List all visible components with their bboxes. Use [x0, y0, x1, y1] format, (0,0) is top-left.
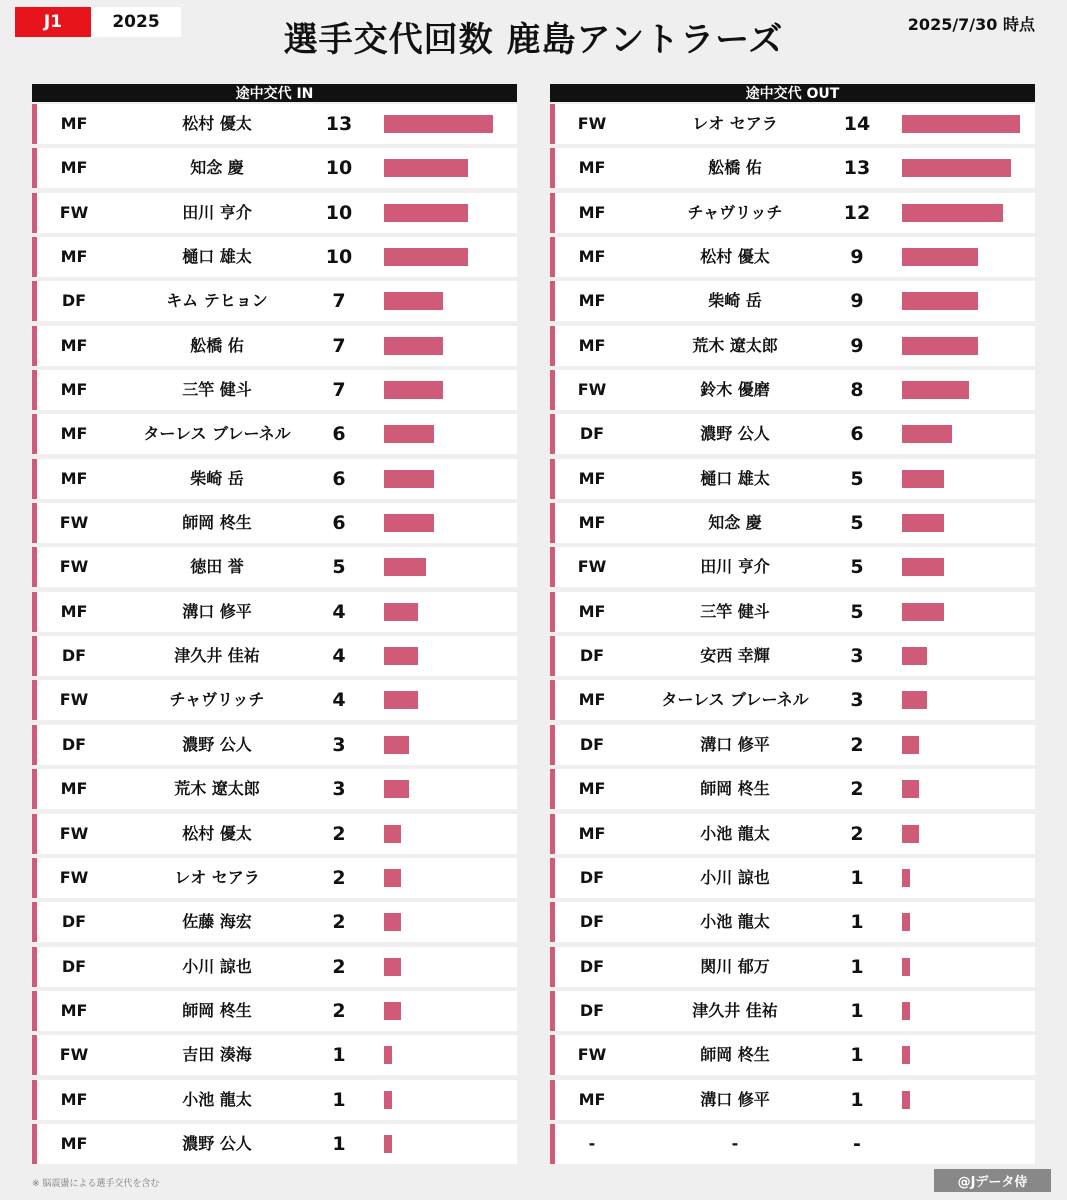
position-label: DF [579, 1000, 605, 1020]
position-label: DF [579, 734, 605, 754]
count-label: 1 [850, 999, 864, 1022]
table-row [550, 680, 1035, 720]
position-label: MF [60, 1089, 88, 1109]
player-name: 小川 諒也 [700, 867, 770, 887]
player-name: 師岡 柊生 [700, 1045, 770, 1065]
player-name: 津久井 佳祐 [174, 646, 260, 666]
count-label: 2 [850, 822, 864, 845]
count-bar [902, 913, 910, 931]
count-label: 10 [325, 201, 353, 224]
table-row [32, 636, 517, 676]
table-row [550, 414, 1035, 454]
table-row [550, 503, 1035, 543]
position-label: FW [577, 557, 607, 577]
table-row [32, 547, 517, 587]
table-row [550, 459, 1035, 499]
position-label: DF [61, 956, 87, 976]
count-label: 3 [850, 645, 864, 668]
player-name: 師岡 柊生 [182, 1000, 252, 1020]
player-name: ターレス ブレーネル [143, 424, 291, 444]
player-name: 小池 龍太 [700, 912, 770, 932]
table-row [32, 459, 517, 499]
player-name: 佐藤 海宏 [182, 912, 252, 932]
count-label: 6 [332, 423, 346, 446]
count-bar [902, 204, 1003, 222]
count-label: 2 [332, 999, 346, 1022]
player-name: 濃野 公人 [700, 424, 770, 444]
player-name: 小川 諒也 [182, 956, 252, 976]
table-row [550, 814, 1035, 854]
credit-badge: @Jデータ侍 [934, 1169, 1051, 1192]
position-label: DF [579, 646, 605, 666]
count-label: 5 [850, 556, 864, 579]
player-name: 樋口 雄太 [182, 247, 252, 267]
table-row [550, 592, 1035, 632]
position-label: FW [577, 380, 607, 400]
count-label: - [853, 1132, 861, 1155]
position-label: MF [578, 601, 606, 621]
table-row [550, 1124, 1035, 1164]
player-name: 田川 亨介 [182, 202, 252, 222]
position-label: FW [59, 202, 89, 222]
position-label: MF [60, 247, 88, 267]
position-label: MF [60, 114, 88, 133]
position-label: MF [60, 380, 88, 400]
count-label: 13 [325, 113, 353, 135]
count-label: 5 [332, 556, 346, 579]
count-label: 5 [850, 600, 864, 623]
count-bar [384, 292, 443, 310]
position-label: MF [60, 601, 88, 621]
player-name: 舩橋 佑 [708, 158, 762, 178]
position-label: FW [59, 513, 89, 533]
count-bar [384, 248, 468, 266]
position-label: MF [60, 1133, 88, 1153]
count-label: 1 [850, 911, 864, 934]
count-bar [384, 1135, 392, 1153]
count-label: 6 [850, 423, 864, 446]
table-row [32, 104, 517, 144]
count-label: 2 [332, 955, 346, 978]
count-label: 4 [332, 645, 346, 668]
count-label: 2 [332, 911, 346, 934]
sub-in-panel [32, 84, 517, 1168]
player-name: 舩橋 佑 [190, 335, 244, 355]
player-name: 松村 優太 [700, 247, 770, 267]
count-bar [384, 736, 409, 754]
table-row [32, 1035, 517, 1075]
count-bar [384, 204, 468, 222]
count-bar [902, 159, 1011, 177]
player-name: 三竿 健斗 [700, 601, 770, 621]
count-label: 4 [332, 689, 346, 712]
position-label: FW [59, 557, 89, 577]
count-label: 13 [843, 157, 871, 180]
position-label: DF [579, 867, 605, 887]
table-row [32, 237, 517, 277]
count-bar [902, 248, 978, 266]
count-label: 1 [850, 1044, 864, 1067]
footnote: ※ 脳震盪による選手交代を含む [32, 1179, 160, 1189]
count-bar [384, 159, 468, 177]
player-name: 師岡 柊生 [700, 779, 770, 799]
count-label: 3 [850, 689, 864, 712]
table-row [32, 947, 517, 987]
table-row [550, 858, 1035, 898]
player-name: チャヴリッチ [169, 690, 265, 710]
position-label: MF [60, 158, 88, 178]
table-row [32, 592, 517, 632]
position-label: MF [60, 468, 88, 488]
position-label: FW [577, 1045, 607, 1065]
player-name: 徳田 誉 [190, 557, 244, 577]
table-row [32, 769, 517, 809]
count-label: 10 [325, 157, 353, 180]
player-name: 関川 郁万 [700, 956, 770, 976]
count-bar [384, 780, 409, 798]
count-bar [384, 913, 401, 931]
position-label: DF [579, 912, 605, 932]
table-row [550, 193, 1035, 233]
count-bar [384, 958, 401, 976]
sub-in-header: 途中交代 IN [32, 84, 517, 102]
position-label: MF [578, 158, 606, 178]
table-row [32, 193, 517, 233]
position-label: FW [577, 114, 607, 133]
count-bar [384, 825, 401, 843]
player-name: 溝口 修平 [182, 601, 252, 621]
player-name: ターレス ブレーネル [661, 690, 809, 710]
player-name: 知念 慶 [190, 158, 244, 178]
table-row [550, 148, 1035, 188]
count-label: 12 [843, 201, 871, 224]
position-label: FW [59, 1045, 89, 1065]
table-row [32, 680, 517, 720]
league-badge: J1 [15, 7, 91, 37]
position-label: MF [578, 1089, 606, 1109]
player-name: 松村 優太 [182, 114, 252, 133]
table-row [32, 281, 517, 321]
player-name: 鈴木 優磨 [700, 380, 770, 400]
count-label: 7 [332, 290, 346, 313]
table-row [550, 326, 1035, 366]
count-label: 6 [332, 467, 346, 490]
table-row [550, 902, 1035, 942]
position-label: MF [578, 291, 606, 311]
sub-out-rows [550, 104, 1035, 1164]
page-title: 選手交代回数 鹿島アントラーズ [283, 20, 784, 60]
position-label: - [588, 1133, 596, 1153]
count-bar [384, 558, 426, 576]
table-row [32, 414, 517, 454]
table-row [550, 1035, 1035, 1075]
count-label: 5 [850, 512, 864, 535]
table-row [550, 370, 1035, 410]
player-name: チャヴリッチ [687, 202, 783, 222]
count-bar [384, 1002, 401, 1020]
table-row [550, 991, 1035, 1031]
position-label: MF [60, 1000, 88, 1020]
position-label: MF [578, 202, 606, 222]
player-name: 安西 幸輝 [700, 646, 770, 666]
count-bar [902, 1002, 910, 1020]
count-label: 7 [332, 379, 346, 402]
player-name: 津久井 佳祐 [692, 1000, 778, 1020]
count-label: 10 [325, 246, 353, 269]
count-bar [902, 958, 910, 976]
table-row [32, 1124, 517, 1164]
position-label: MF [60, 779, 88, 799]
count-bar [902, 514, 944, 532]
table-row [32, 1080, 517, 1120]
count-bar [902, 869, 910, 887]
as-of-date: 2025/7/30 時点 [907, 15, 1035, 34]
position-label: DF [579, 424, 605, 444]
count-bar [384, 869, 401, 887]
sub-out-header: 途中交代 OUT [550, 84, 1035, 102]
position-label: MF [578, 779, 606, 799]
player-name: 柴崎 岳 [708, 291, 762, 311]
table-row [550, 547, 1035, 587]
position-label: MF [60, 424, 88, 444]
player-name: 荒木 遼太郎 [174, 779, 260, 799]
position-label: MF [60, 335, 88, 355]
count-label: 2 [850, 733, 864, 756]
count-bar [902, 381, 969, 399]
player-name: 小池 龍太 [700, 823, 770, 843]
table-row [550, 104, 1035, 144]
count-bar [384, 647, 418, 665]
table-row [550, 636, 1035, 676]
table-row [32, 902, 517, 942]
count-bar [902, 780, 919, 798]
player-name: レオ セアラ [174, 867, 260, 887]
count-label: 1 [850, 955, 864, 978]
table-row [550, 1080, 1035, 1120]
count-bar [902, 603, 944, 621]
position-label: MF [578, 247, 606, 267]
count-label: 9 [850, 246, 864, 269]
table-row [32, 725, 517, 765]
count-label: 1 [332, 1044, 346, 1067]
player-name: 三竿 健斗 [182, 380, 252, 400]
count-bar [384, 1046, 392, 1064]
count-bar [384, 603, 418, 621]
table-row [32, 370, 517, 410]
count-label: 5 [850, 467, 864, 490]
count-bar [902, 558, 944, 576]
table-row [550, 725, 1035, 765]
count-bar [384, 1091, 392, 1109]
count-label: 8 [850, 379, 864, 402]
count-bar [384, 337, 443, 355]
player-name: 師岡 柊生 [182, 513, 252, 533]
count-bar [384, 425, 434, 443]
count-label: 14 [843, 113, 871, 135]
count-label: 9 [850, 290, 864, 313]
position-label: DF [61, 912, 87, 932]
table-row [550, 947, 1035, 987]
player-name: 柴崎 岳 [190, 468, 244, 488]
position-label: DF [61, 646, 87, 666]
count-bar [902, 425, 952, 443]
player-name: 松村 優太 [182, 823, 252, 843]
season-label: 2025 [91, 7, 181, 37]
count-bar [384, 381, 443, 399]
table-row [550, 769, 1035, 809]
count-label: 4 [332, 600, 346, 623]
count-bar [384, 514, 434, 532]
count-bar [902, 647, 927, 665]
player-name: 小池 龍太 [182, 1089, 252, 1109]
position-label: MF [578, 468, 606, 488]
count-label: 9 [850, 334, 864, 357]
count-label: 2 [332, 866, 346, 889]
player-name: 濃野 公人 [182, 1133, 252, 1153]
count-bar [384, 470, 434, 488]
player-name: - [731, 1133, 739, 1153]
position-label: MF [578, 335, 606, 355]
position-label: DF [61, 291, 87, 311]
count-label: 1 [332, 1132, 346, 1155]
count-bar [902, 115, 1020, 133]
count-label: 7 [332, 334, 346, 357]
position-label: MF [578, 690, 606, 710]
table-row [32, 326, 517, 366]
player-name: 溝口 修平 [700, 1089, 770, 1109]
table-row [32, 503, 517, 543]
player-name: 溝口 修平 [700, 734, 770, 754]
count-bar [902, 1091, 910, 1109]
count-bar [902, 691, 927, 709]
player-name: レオ セアラ [692, 114, 778, 133]
count-bar [902, 337, 978, 355]
count-label: 2 [332, 822, 346, 845]
position-label: MF [578, 513, 606, 533]
player-name: 田川 亨介 [700, 557, 770, 577]
position-label: FW [59, 690, 89, 710]
count-bar [902, 825, 919, 843]
table-row [32, 814, 517, 854]
table-row [32, 858, 517, 898]
count-bar [902, 292, 978, 310]
position-label: DF [579, 956, 605, 976]
sub-in-rows [32, 104, 517, 1164]
count-bar [902, 736, 919, 754]
position-label: DF [61, 734, 87, 754]
player-name: 樋口 雄太 [700, 468, 770, 488]
player-name: 吉田 湊海 [182, 1045, 252, 1065]
position-label: FW [59, 823, 89, 843]
player-name: 濃野 公人 [182, 734, 252, 754]
count-label: 3 [332, 733, 346, 756]
table-row [550, 281, 1035, 321]
player-name: キム テヒョン [166, 291, 268, 311]
count-label: 2 [850, 778, 864, 801]
table-row [32, 991, 517, 1031]
count-bar [902, 1046, 910, 1064]
count-label: 1 [850, 1088, 864, 1111]
table-row [32, 148, 517, 188]
position-label: FW [59, 867, 89, 887]
player-name: 知念 慶 [708, 513, 762, 533]
count-label: 1 [850, 866, 864, 889]
count-bar [384, 691, 418, 709]
count-label: 6 [332, 512, 346, 535]
count-label: 3 [332, 778, 346, 801]
count-bar [384, 115, 493, 133]
player-name: 荒木 遼太郎 [692, 335, 778, 355]
position-label: MF [578, 823, 606, 843]
count-bar [902, 470, 944, 488]
sub-out-panel [550, 84, 1035, 1168]
table-row [550, 237, 1035, 277]
count-label: 1 [332, 1088, 346, 1111]
